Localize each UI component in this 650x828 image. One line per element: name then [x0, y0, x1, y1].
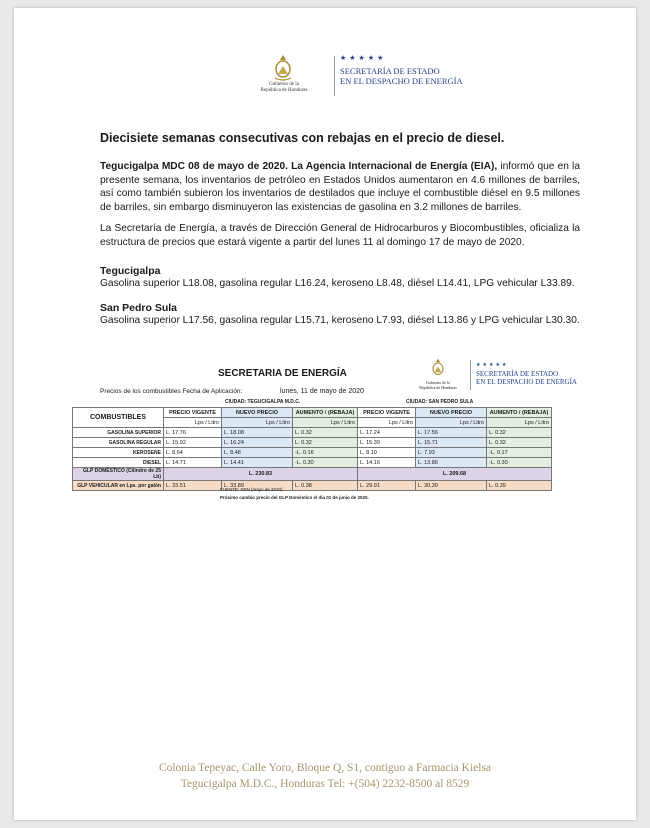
cell: L. 8.48 [222, 448, 293, 458]
cell: L. 0.32 [487, 428, 552, 438]
secretaria-name: SECRETARÍA DE ESTADO EN EL DESPACHO DE ENERGÍA [340, 66, 463, 86]
cell: -L. 0.30 [487, 458, 552, 468]
cell: L. 0.39 [487, 481, 552, 491]
col-aumento: AUMENTO / (REBAJA) [487, 408, 552, 418]
government-text: Gobierno de la República de Honduras [419, 380, 457, 390]
unit: Lps / Litro [487, 418, 552, 428]
cell: L. 0.38 [293, 481, 358, 491]
coat-of-arms-icon [272, 54, 294, 82]
letterhead [242, 52, 482, 104]
col-precio-vigente: PRECIO VIGENTE [164, 408, 222, 418]
cell: L. 14.41 [222, 458, 293, 468]
header-divider [334, 56, 335, 96]
col-aumento: AUMENTO / (REBAJA) [293, 408, 358, 418]
cell: L. 230.83 [164, 468, 358, 481]
cell: L. 15.71 [416, 438, 487, 448]
cell: L. 15.92 [164, 438, 222, 448]
fuel-name: DIESEL [73, 458, 164, 468]
cell: L. 209.68 [358, 468, 552, 481]
cell: -L. 0.17 [487, 448, 552, 458]
ciudad-san-pedro-sula: CIUDAD: SAN PEDRO SULA [406, 399, 474, 405]
cell: L. 14.16 [358, 458, 416, 468]
unit: Lps / Litro [416, 418, 487, 428]
cell: L. 17.56 [416, 428, 487, 438]
table-row [73, 458, 552, 468]
cell: L. 0.32 [293, 428, 358, 438]
application-date: lunes, 11 de mayo de 2020 [280, 388, 364, 395]
source-note: FUENTE: SEN (mayo de 2020) [220, 487, 283, 492]
unit: Lps / Litro [222, 418, 293, 428]
prices-san-pedro-sula: Gasolina superior L17.56, gasolina regular L15.71, keroseno L7.93, diésel L13.86 y LPG vehicular L30.30. [100, 315, 580, 326]
cell: -L. 0.30 [293, 458, 358, 468]
coat-of-arms-icon [430, 358, 446, 378]
price-table [72, 407, 552, 491]
government-text: Gobierno de la República de Honduras [260, 82, 308, 93]
cell: L. 0.32 [487, 438, 552, 448]
paragraph-1-lead: Tegucigalpa MDC 08 de mayo de 2020. La Agencia Internacional de Energía (EIA), [100, 161, 498, 172]
cell: L. 33.51 [164, 481, 222, 491]
secretaria-name: SECRETARÍA DE ESTADO EN EL DESPACHO DE ENERGÍA [476, 370, 577, 386]
next-change-note: Próximo cambio precio del GLP Doméstico el día 01 de junio de 2020. [220, 495, 369, 500]
col-nuevo-precio: NUEVO PRECIO [416, 408, 487, 418]
col-combustibles: COMBUSTIBLES [73, 408, 164, 428]
stars: ★★★★★ [476, 362, 509, 368]
fuel-name: GLP DOMÉSTICO (Cilindro de 25 Lb) [73, 468, 164, 481]
header-divider [470, 360, 471, 390]
fuel-name: GLP VEHICULAR en Lps. por galón [73, 481, 164, 491]
cell: L. 7.93 [416, 448, 487, 458]
cell: L. 15.39 [358, 438, 416, 448]
footer-phone: Tegucigalpa M.D.C., Honduras Tel: +(504) 2232-8500 al 8529 [180, 778, 470, 790]
unit: Lps / Litro [164, 418, 222, 428]
cell: L. 33.89 [222, 481, 293, 491]
paragraph-2: La Secretaría de Energía, a través de Dirección General de Hidrocarburos y Biocombustibles, oficializa la estructura de precios que estará vigente a partir del lunes 11 al domingo 17 de mayo de 2020. [100, 223, 580, 248]
cell: L. 18.08 [222, 428, 293, 438]
cell: L. 30.30 [416, 481, 487, 491]
footer-address: Colonia Tepeyac, Calle Yoro, Bloque Q, S1, contiguo a Farmacia Kielsa [158, 762, 492, 774]
unit: Lps / Litro [358, 418, 416, 428]
paragraph-1 [100, 160, 580, 214]
document-page [14, 8, 636, 820]
cell: L. 17.24 [358, 428, 416, 438]
col-nuevo-precio: NUEVO PRECIO [222, 408, 293, 418]
cell: L. 29.91 [358, 481, 416, 491]
table-row [73, 428, 552, 438]
cell: L. 8.64 [164, 448, 222, 458]
application-date-label: Precios de los combustibles Fecha de Aplicación: [100, 388, 243, 395]
table-title: SECRETARIA DE ENERGÍA [218, 368, 347, 379]
fuel-name: KEROSENE [73, 448, 164, 458]
cell: -L. 0.16 [293, 448, 358, 458]
col-precio-vigente: PRECIO VIGENTE [358, 408, 416, 418]
city-heading-san-pedro-sula: San Pedro Sula [100, 302, 178, 314]
ciudad-tegucigalpa: CIUDAD: TEGUCIGALPA M.D.C. [225, 399, 301, 405]
table-header-row [73, 408, 552, 418]
cell: L. 8.10 [358, 448, 416, 458]
cell: L. 13.86 [416, 458, 487, 468]
cell: L. 17.76 [164, 428, 222, 438]
table-row [73, 438, 552, 448]
stars: ★★★★★ [340, 55, 387, 62]
table-row [73, 448, 552, 458]
glp-domestico-row [73, 468, 552, 481]
unit: Lps / Litro [293, 418, 358, 428]
price-table-figure [77, 354, 580, 514]
cell: L. 16.24 [222, 438, 293, 448]
prices-tegucigalpa: Gasolina superior L18.08, gasolina regular L16.24, keroseno L8.48, diésel L14.41, LPG vehicular L33.89. [100, 278, 575, 289]
fuel-name: GASOLINA SUPERIOR [73, 428, 164, 438]
cell: L. 0.32 [293, 438, 358, 448]
cell: L. 14.71 [164, 458, 222, 468]
paragraph-1-body: informó que en la presente semana, los inventarios de petróleo en Estados Unidos aumentaron en 4.6 millones de barriles, así como también subieron los inventarios de destilados que incluye el combustible diésel en 9.5 millones de barriles, sin embargo disminuyeron las existencias de gasolina en 3.2 millones de barriles. [100, 161, 580, 213]
article-title: Diecisiete semanas consecutivas con rebajas en el precio de diesel. [100, 131, 505, 145]
fuel-name: GASOLINA REGULAR [73, 438, 164, 448]
city-heading-tegucigalpa: Tegucigalpa [100, 265, 161, 277]
glp-vehicular-row [73, 481, 552, 491]
